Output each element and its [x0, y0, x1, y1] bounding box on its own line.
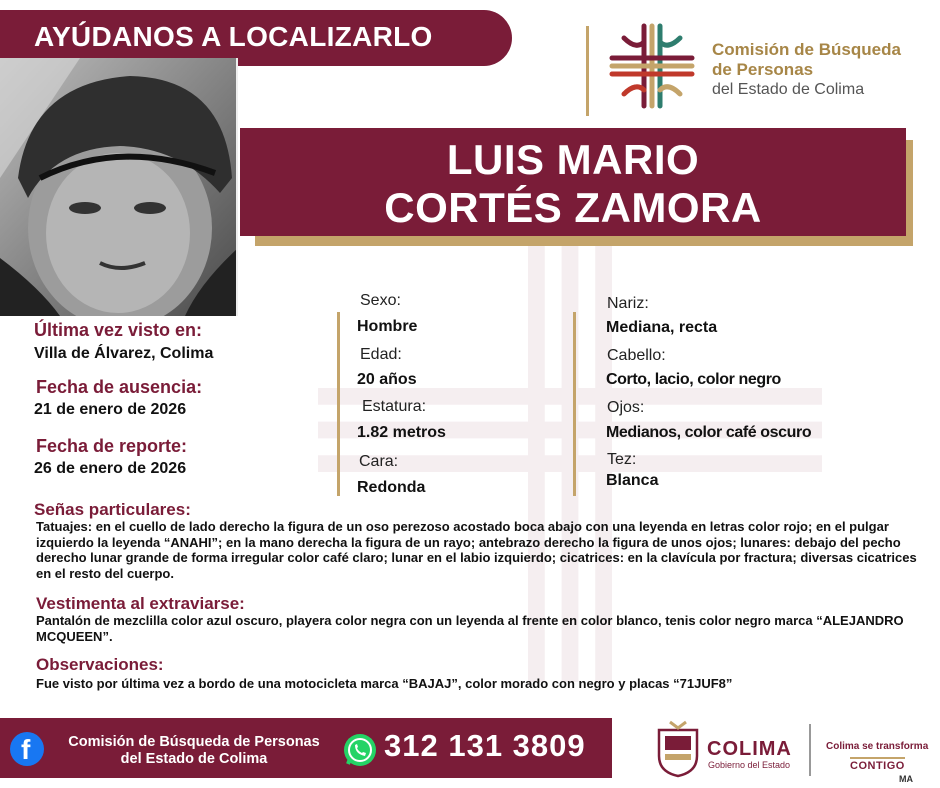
facebook-icon[interactable] — [10, 732, 44, 766]
org-line-1: Comisión de Búsqueda — [712, 40, 901, 59]
tagline-line-1: Colima se transforma — [826, 741, 929, 752]
marks-text: Tatuajes: en el cuello de lado derecho la figura de un oso perezoso acostado boca abajo con una leyenda en letras color rojo; en el pulgar izquierdo la leyenda “ANAHI”; en la mano derecha la figura de un rayo; antebrazo derecho la figura de unos ojos; lunares: debajo del pecho derecho lunar grande de forma irregular color café claro; lunar en el labio izquierdo; cicatrices: en la clavícula por fractura; diversas cicatrices en el resto del cuerpo. — [36, 519, 917, 581]
banner-title: AYÚDANOS A LOCALIZARLO — [34, 21, 433, 52]
nose-label: Nariz: — [607, 295, 649, 312]
height-label: Estatura: — [362, 398, 427, 415]
skin-value: Blanca — [606, 472, 659, 489]
tagline-line-2: CONTIGO — [850, 757, 905, 772]
whatsapp-icon[interactable] — [342, 732, 378, 768]
eyes-value: Medianos, color café oscuro — [606, 424, 812, 441]
colima-wordmark: COLIMA — [707, 738, 792, 760]
missing-person-photo — [0, 58, 238, 316]
age-label: Edad: — [360, 346, 402, 363]
height-value: 1.82 metros — [357, 424, 446, 441]
clothing-text: Pantalón de mezclilla color azul oscuro, playera color negra con un leyenda al frente en color blanco, tenis color negro marca “ALEJANDRO MCQUEEN”. — [36, 613, 904, 644]
footer-org-line-2: del Estado de Colima — [120, 751, 268, 767]
absence-date-label: Fecha de ausencia: — [36, 377, 203, 397]
footer-org-line-1: Comisión de Búsqueda de Personas — [68, 734, 320, 750]
skin-label: Tez: — [607, 451, 637, 468]
person-name-line-2: CORTÉS ZAMORA — [384, 184, 762, 231]
person-name-box — [240, 128, 906, 236]
sex-value: Hombre — [357, 318, 418, 335]
org-name — [712, 40, 901, 100]
last-seen-label: Última vez visto en: — [34, 320, 203, 340]
org-line-3: del Estado de Colima — [712, 81, 865, 98]
face-label: Cara: — [359, 453, 399, 470]
contact-phone[interactable]: 312 131 3809 — [384, 728, 586, 763]
nose-value: Mediana, recta — [606, 319, 718, 336]
facebook-glyph: f — [21, 734, 31, 765]
org-line-2: de Personas — [712, 60, 814, 79]
colima-shield-icon — [655, 720, 701, 778]
footer-divider — [809, 724, 811, 776]
marks-label: Señas particulares: — [34, 500, 191, 519]
footer-org-name — [50, 734, 338, 768]
attributes-divider-right — [573, 312, 576, 496]
hair-label: Cabello: — [607, 347, 666, 364]
clothing-label: Vestimenta al extraviarse: — [36, 594, 245, 613]
observations-text: Fue visto por última vez a bordo de una motocicleta marca “BAJAJ”, color morado con negro y placas “71JUF8” — [36, 676, 733, 691]
header-divider — [586, 26, 589, 116]
person-name-line-1: LUIS MARIO — [446, 136, 700, 183]
author-initials: MA — [899, 774, 913, 784]
report-date-label: Fecha de reporte: — [36, 436, 188, 456]
colima-subtitle: Gobierno del Estado — [708, 760, 791, 770]
attributes-divider-left — [337, 312, 340, 496]
eyes-label: Ojos: — [607, 399, 645, 416]
age-value: 20 años — [357, 371, 417, 388]
absence-date-value: 21 de enero de 2026 — [34, 401, 187, 418]
sex-label: Sexo: — [360, 292, 401, 309]
last-seen-value: Villa de Álvarez, Colima — [34, 345, 214, 362]
report-date-value: 26 de enero de 2026 — [34, 460, 187, 477]
hair-value: Corto, lacio, color negro — [606, 371, 781, 388]
observations-label: Observaciones: — [36, 655, 164, 674]
comision-logo-icon — [606, 20, 698, 112]
face-value: Redonda — [357, 479, 426, 496]
